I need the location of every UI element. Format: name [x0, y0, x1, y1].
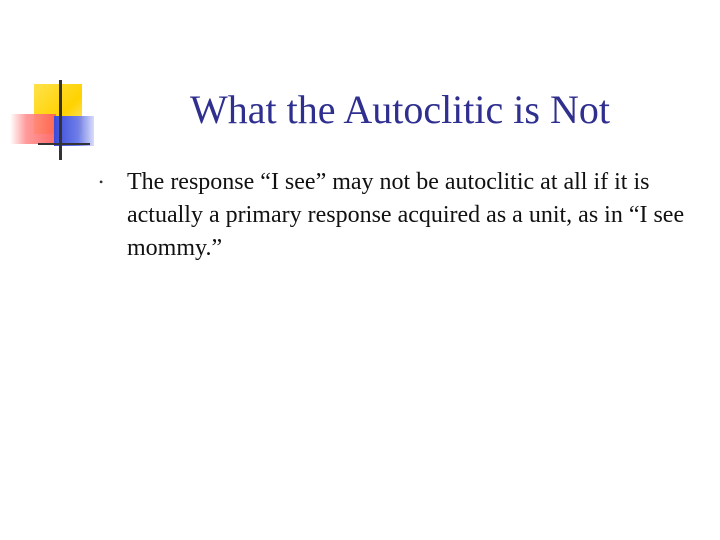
bullet-marker: •: [99, 175, 104, 189]
ornament-vertical-line: [59, 80, 62, 160]
ornament-horizontal-line: [38, 143, 90, 145]
bullet-item: [99, 166, 710, 265]
bullet-list: [99, 166, 710, 265]
corner-ornament: [0, 0, 110, 170]
ornament-red-bar: [10, 114, 56, 144]
bullet-text: The response “I see” may not be autoclitic at all if it is actually a primary response acquired as a unit, as in “I see mommy.”: [127, 169, 685, 261]
slide-title: What the Autoclitic is Not: [190, 87, 610, 132]
